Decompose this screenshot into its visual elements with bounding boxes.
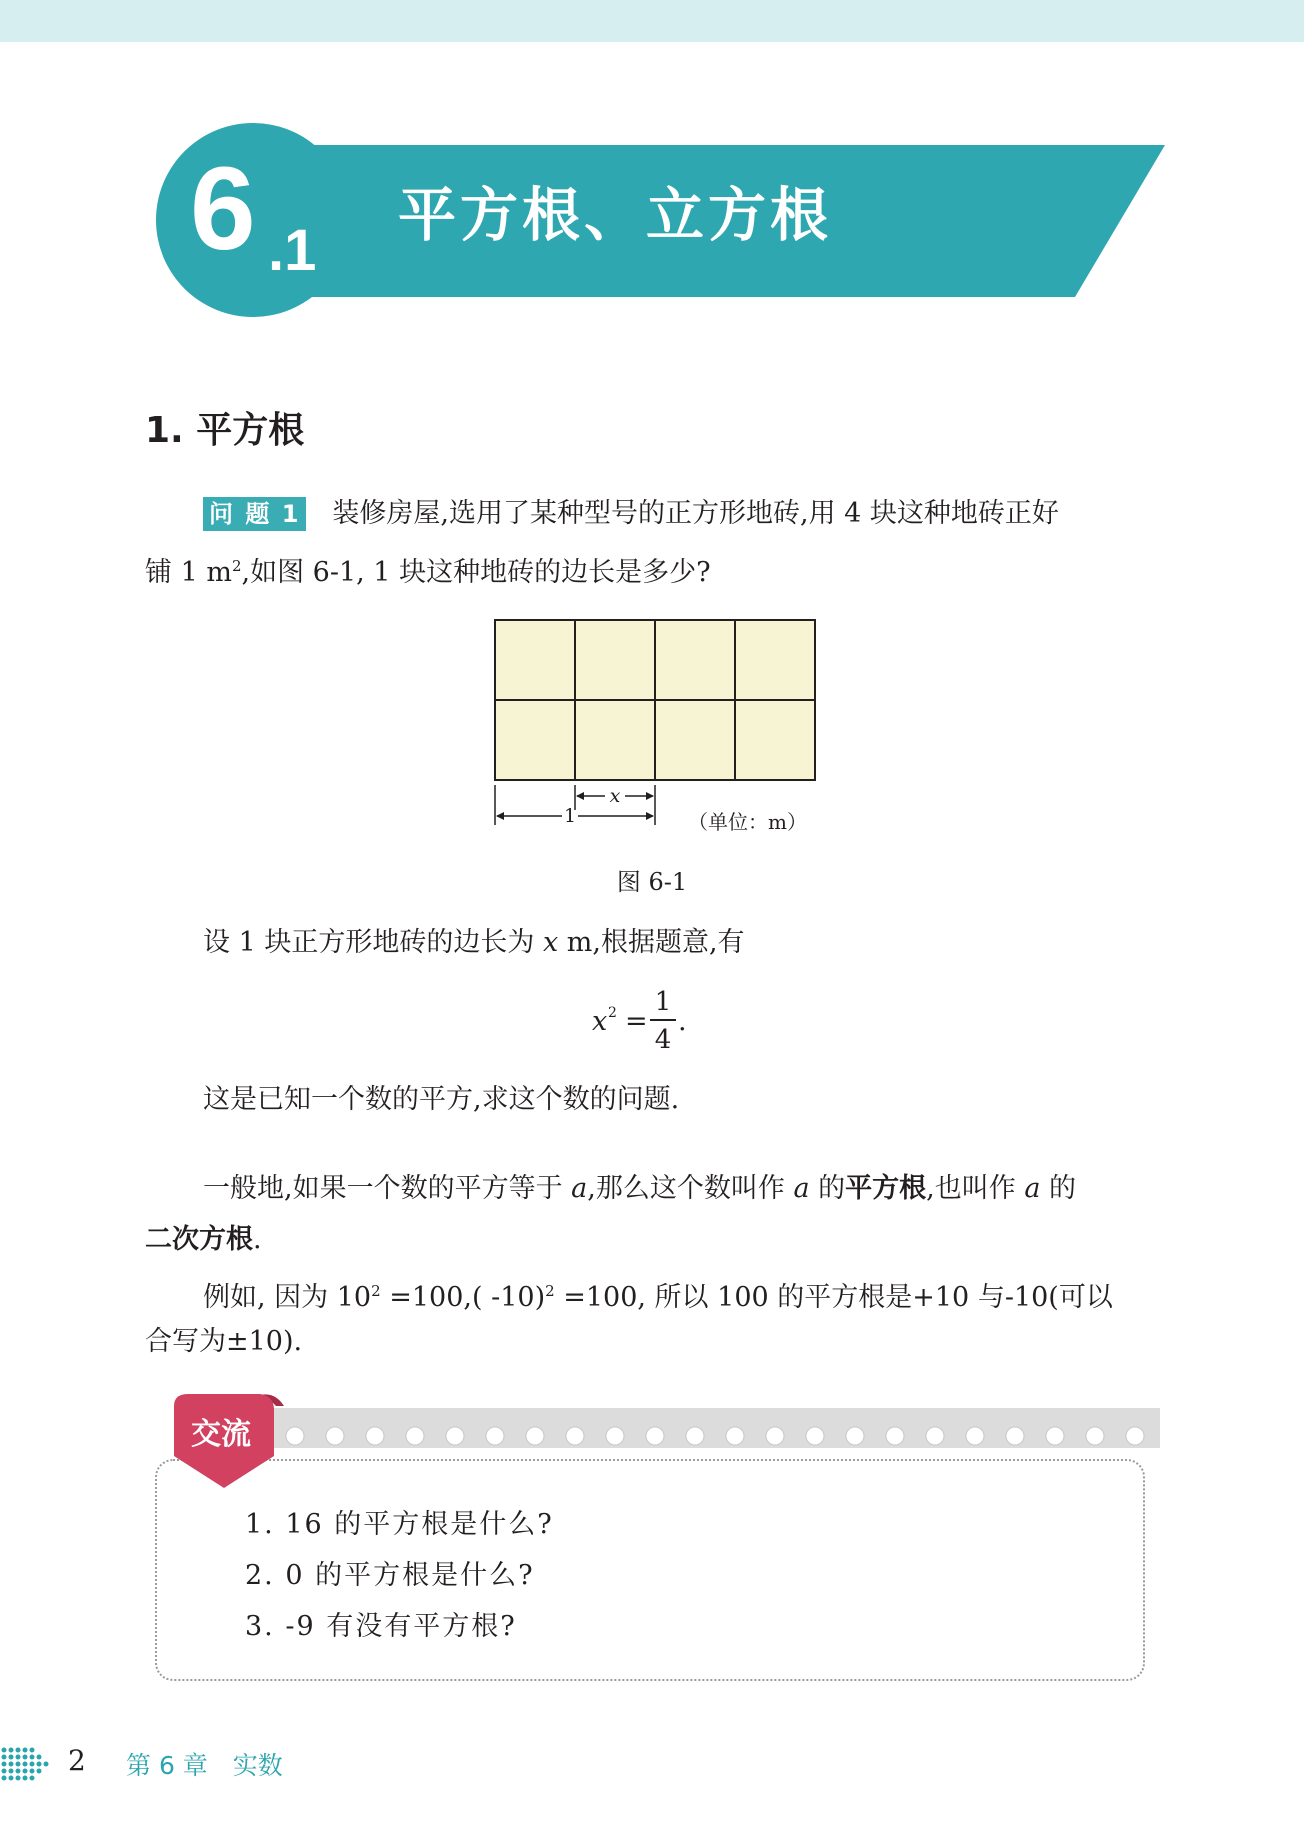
x-label: x xyxy=(609,785,621,807)
discussion-header xyxy=(170,1392,1160,1492)
eq-denominator: 4 xyxy=(654,1025,672,1055)
problem-badge: 问 题 1 xyxy=(203,497,306,531)
problem-text-1: 装修房屋,选用了某种型号的正方形地砖,用 4 块这种地砖正好 xyxy=(332,498,1059,529)
problem-type-line: 这是已知一个数的平方,求这个数的问题. xyxy=(203,1084,680,1115)
problem-text-2b: ,如图 6-1, 1 块这种地砖的边长是多少? xyxy=(241,557,711,588)
ex-c: =100, 所以 100 的平方根是+10 与-10(可以 xyxy=(554,1282,1113,1313)
subsection-heading: 1. 平方根 xyxy=(145,410,305,451)
eq-numerator: 1 xyxy=(654,987,672,1017)
setup-text-a: 设 1 块正方形地砖的边长为 xyxy=(203,927,543,958)
definition-line-1 xyxy=(203,1163,1076,1215)
ex-a: 例如, 因为 10 xyxy=(203,1282,372,1313)
ex-sup1: 2 xyxy=(371,1282,381,1300)
ex-sup2: 2 xyxy=(545,1282,555,1300)
discussion-item-1: 1. 16 的平方根是什么? xyxy=(245,1509,554,1540)
definition-line-2 xyxy=(145,1214,262,1266)
problem-text-2a: 铺 1 m xyxy=(145,557,232,588)
footer-dots-icon xyxy=(0,1742,62,1784)
problem-sup: 2 xyxy=(231,557,242,575)
discussion-label: 交流 xyxy=(191,1417,251,1452)
section-subnumber: .1 xyxy=(268,218,317,283)
setup-line xyxy=(203,917,745,969)
eq-var: x xyxy=(592,1006,608,1037)
page-number: 2 xyxy=(68,1744,86,1777)
setup-text-b: m,根据题意,有 xyxy=(558,927,745,958)
example-line-1 xyxy=(203,1265,1113,1324)
eq-period: . xyxy=(678,1006,687,1037)
discussion-item-2: 2. 0 的平方根是什么? xyxy=(245,1560,535,1591)
one-label: 1 xyxy=(563,805,577,827)
def-c: 的 xyxy=(809,1173,846,1204)
figure-tiles xyxy=(470,610,850,840)
def-var3: a xyxy=(1024,1173,1041,1204)
problem-line-2 xyxy=(145,540,711,599)
def-f: . xyxy=(253,1224,262,1255)
eq-sup: 2 xyxy=(608,1005,617,1021)
section-title: 平方根、立方根 xyxy=(398,181,833,249)
eq-equals: = xyxy=(625,1006,648,1037)
setup-var: x xyxy=(542,927,559,958)
ex-b: =100,( -10) xyxy=(380,1282,546,1313)
def-e: 的 xyxy=(1040,1173,1077,1204)
def-a: 一般地,如果一个数的平方等于 xyxy=(203,1173,572,1204)
def-b: ,那么这个数叫作 xyxy=(587,1173,794,1204)
discussion-item-3: 3. -9 有没有平方根? xyxy=(245,1611,517,1642)
term-second-root: 二次方根 xyxy=(145,1224,253,1255)
def-d: ,也叫作 xyxy=(926,1173,1025,1204)
figure-caption: 图 6-1 xyxy=(616,868,688,896)
example-line-2: 合写为±10). xyxy=(145,1326,303,1357)
chapter-label: 第 6 章 实数 xyxy=(126,1751,283,1780)
section-number: 6 xyxy=(190,143,256,275)
unit-label: （单位：m） xyxy=(688,810,807,834)
term-square-root: 平方根 xyxy=(845,1173,927,1204)
equation xyxy=(590,985,710,1055)
problem-line-1 xyxy=(203,488,1059,540)
def-var1: a xyxy=(571,1173,588,1204)
def-var2: a xyxy=(793,1173,810,1204)
